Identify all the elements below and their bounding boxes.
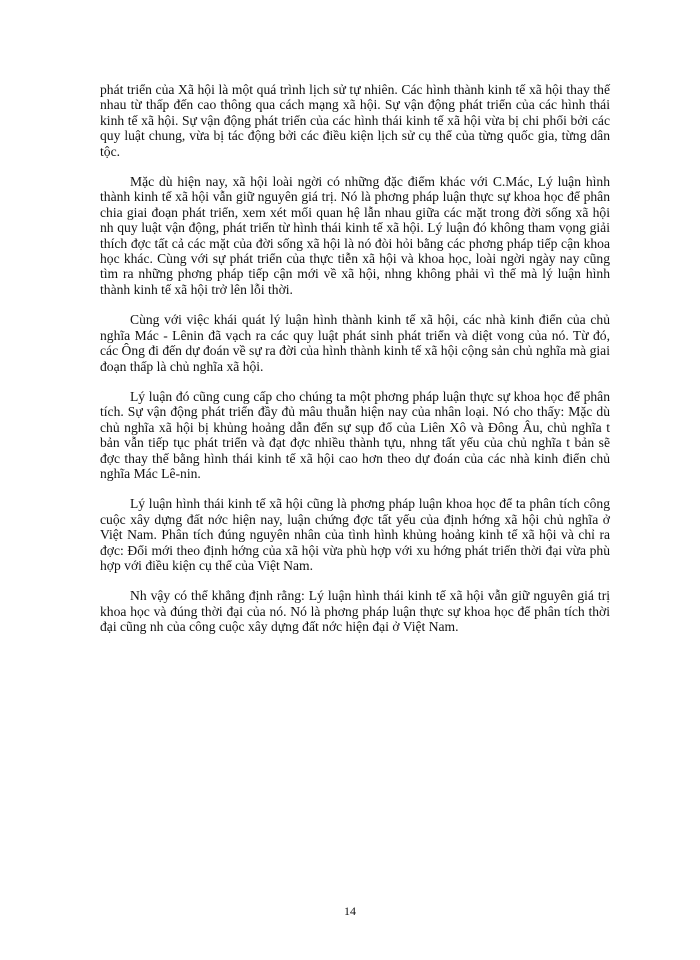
body-text — [100, 82, 610, 650]
paragraph-1: phát triển của Xã hội là một quá trình lịch sử tự nhiên. Các hình thành kinh tế xã hội thay thế nhau từ thấp đến cao thông qua cách mạng xã hội. Sự vận động phát triển của các hình thái kinh tế xã hội. Sự vận động phát triển của các hình thái kinh tế xã hội vừa bị chi phối bởi các quy luật chung, vừa bị tác động bởi các điều kiện lịch sử cụ thể của từng quốc gia, từng dân tộc. — [100, 82, 610, 159]
paragraph-4: Lý luận đó cũng cung cấp cho chúng ta một phơng pháp luận thực sự khoa học để phân tích. Sự vận động phát triển đầy đủ mâu thuẫn hiện nay của nhân loại. Nó cho thấy: Mặc dù chủ nghĩa xã hội bị khủng hoảng dẫn đến sự sụp đổ của Liên Xô và Đông Âu, chủ nghĩa t bản vẫn tiếp tục phát triển và đạt đợc nhiều thành tựu, nhng tất yếu của chủ nghĩa t bản sẽ đợc thay thế bằng hình thái kinh tế xã hội cao hơn theo dự đoán của các nhà kinh điển chủ nghĩa Mác Lê-nin. — [100, 388, 610, 481]
paragraph-6: Nh vậy có thể khẳng định rằng: Lý luận hình thái kinh tế xã hội vẫn giữ nguyên giá trị khoa học và đúng thời đại của nó. Nó là phơng pháp luận thực sự khoa học để phân tích thời đại cũng nh của công cuộc xây dựng đất nớc hiện đại ở Việt Nam. — [100, 588, 610, 635]
paragraph-3: Cùng với việc khái quát lý luận hình thành kinh tế xã hội, các nhà kinh điển của chủ nghĩa Mác - Lênin đã vạch ra các quy luật phát sinh phát triển và diệt vong của nó. Từ đó, các Ông đi đến dự đoán về sự ra đời của hình thành kinh tế xã hội cộng sản chủ nghĩa mà giai đoạn thấp là chủ nghĩa xã hội. — [100, 312, 610, 374]
paragraph-5: Lý luận hình thái kinh tế xã hội cũng là phơng pháp luận khoa học để ta phân tích công cuộc xây dựng đất nớc hiện nay, luận chứng đợc tất yếu của định hớng xã hội chủ nghĩa ở Việt Nam. Phân tích đúng nguyên nhân của tình hình khủng hoảng kinh tế xã hội và chỉ ra đợc: Đổi mới theo định hớng của xã hội vừa phù hợp với xu hớng phát triển thời đại vừa phù hợp với điều kiện cụ thể của Việt Nam. — [100, 496, 610, 573]
page-number: 14 — [344, 904, 356, 918]
paragraph-2: Mặc dù hiện nay, xã hội loài ngời có những đặc điểm khác với C.Mác, Lý luận hình thành kinh tế xã hội vẫn giữ nguyên giá trị. Nó là phơng pháp luận thực sự khoa học để phân chia giai đoạn phát triển, xem xét mối quan hệ lẫn nhau giữa các mặt trong đời sống xã hội nh quy luật vận động, phát triển từ hình thái kinh tế xã hội. Lý luận đó không tham vọng giải thích đợc tất cả các mặt của đời sống xã hội là nó đòi hỏi bằng các phơng pháp tiếp cận khoa học khác. Cùng với sự phát triển của thực tiễn xã hội và khoa học, loài ngời ngày nay cũng tìm ra những phơng pháp tiếp cận mới về xã hội, nhng không phải vì thế mà lý luận hình thành kinh tế xã hội trở lên lỗi thời. — [100, 174, 610, 297]
